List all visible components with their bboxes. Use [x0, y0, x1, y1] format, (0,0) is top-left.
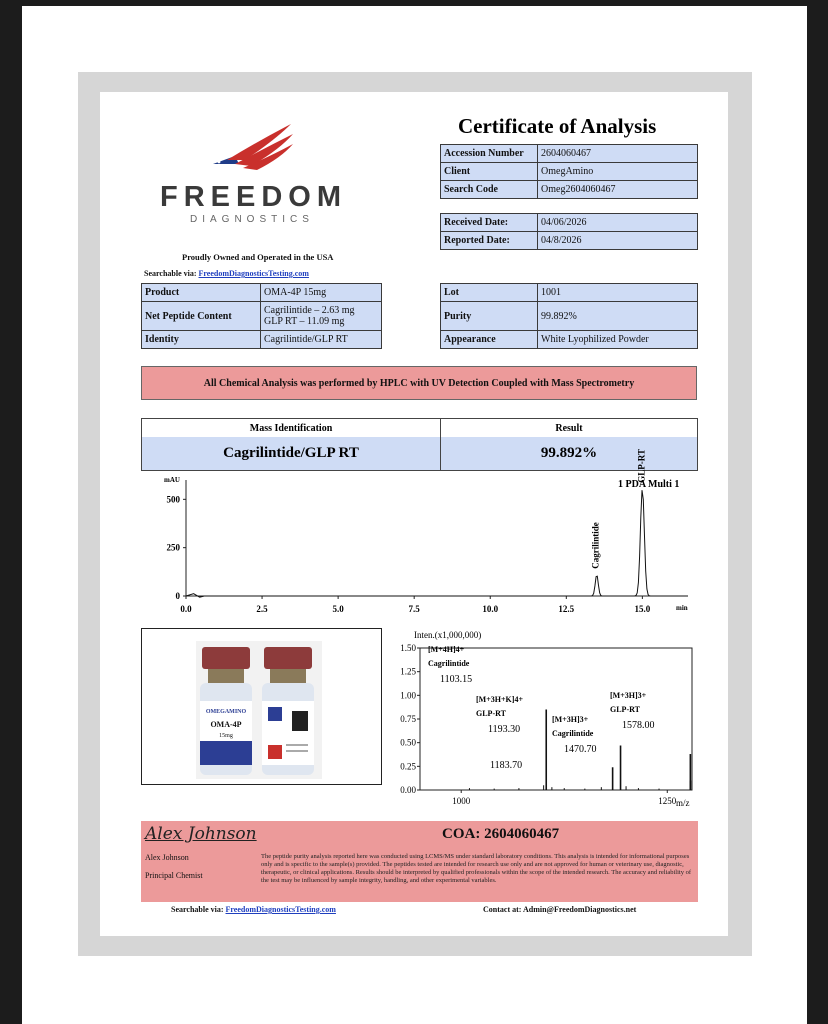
hplc-peak-label: Cagrilintide — [590, 522, 601, 569]
searchable-label: Searchable via: — [171, 905, 224, 914]
ms-mz-label: 1193.30 — [488, 724, 521, 735]
signature: Alex Johnson — [145, 824, 257, 844]
appearance-label: Appearance — [441, 331, 538, 349]
mass-value-left: Cagrilintide/GLP RT — [142, 437, 441, 470]
ms-y-tick-label: 0.75 — [400, 714, 416, 724]
product-photo-frame — [141, 628, 382, 785]
accession-table — [440, 144, 698, 199]
signer-name: Alex Johnson — [145, 853, 189, 862]
received-value: 04/06/2026 — [538, 214, 698, 232]
ms-y-tick-label: 0.00 — [400, 785, 416, 795]
net-peptide-label: Net Peptide Content — [142, 302, 261, 331]
mass-spectrum — [384, 628, 698, 812]
ms-y-tick-label: 1.00 — [400, 690, 416, 701]
vial-dose: 15mg — [219, 733, 233, 739]
searchable-link[interactable]: FreedomDiagnosticsTesting.com — [198, 269, 309, 278]
lot-table — [440, 283, 698, 349]
purity-label: Purity — [441, 302, 538, 331]
ms-compound-label: Cagrilintide — [552, 729, 594, 738]
dates-table — [440, 213, 698, 250]
hplc-x-tick-label: 5.0 — [332, 604, 344, 614]
ms-compound-label: GLP-RT — [476, 709, 506, 718]
accession-value: 2604060467 — [538, 145, 698, 163]
ms-xlabel: m/z — [676, 798, 690, 808]
purity-value: 99.892% — [538, 302, 698, 331]
hplc-peak-label: GLP-RT — [636, 449, 647, 483]
ms-y-tick-label: 0.50 — [400, 737, 416, 748]
coa-number: COA: 2604060467 — [442, 826, 560, 842]
hplc-title: 1 PDA Multi 1 — [618, 479, 680, 490]
search-code-value: Omeg2604060467 — [538, 181, 698, 199]
accession-label: Accession Number — [441, 145, 538, 163]
vial-name: OMA-4P — [210, 720, 242, 729]
logo-subtitle: DIAGNOSTICS — [190, 214, 314, 225]
hplc-y-tick-label: 500 — [166, 494, 180, 505]
client-label: Client — [441, 163, 538, 181]
hplc-ylabel: mAU — [164, 476, 180, 484]
page-title: Certificate of Analysis — [458, 114, 657, 138]
ms-y-tick-label: 1.50 — [400, 643, 416, 653]
product-vials-photo — [196, 641, 322, 779]
hplc-x-tick-label: 0.0 — [180, 604, 192, 614]
ms-ion-label: [M+3H]3+ — [552, 715, 589, 724]
ms-compound-label: Cagrilintide — [428, 659, 470, 668]
hplc-y-tick-label: 250 — [166, 542, 180, 553]
hplc-trace — [186, 490, 688, 597]
client-value: OmegAmino — [538, 163, 698, 181]
ms-compound-label: GLP-RT — [610, 705, 640, 714]
disclaimer-text: The peptide purity analysis reported here was conducted using LCMS/MS under standard laboratory conditions. This analysis is intended for informational purposes only and is specific to the sample(s) provided. The peptides tested are intended for research use only and are not approved for human or veterinary use, diagnostic, therapeutic, or clinical applications. Results should be interpreted by qualified professionals within the scope of the intended research. The accuracy and reliability of the test may be influenced by sample integrity, handling, and other experimental variables. — [261, 853, 691, 884]
product-value: OMA-4P 15mg — [261, 284, 382, 302]
ms-ion-label: [M+3H]3+ — [610, 691, 647, 700]
ms-x-tick-label: 1250 — [658, 796, 677, 806]
ms-y-tick-label: 1.25 — [400, 666, 416, 677]
net-peptide-line1: Cagrilintide – 2.63 mg — [264, 305, 355, 316]
net-peptide-value — [261, 302, 382, 331]
signer-role: Principal Chemist — [145, 871, 203, 880]
ms-y-tick-label: 0.25 — [400, 761, 416, 772]
ms-mz-label: 1183.70 — [490, 760, 523, 771]
product-table — [141, 283, 382, 349]
identity-label: Identity — [142, 331, 261, 349]
searchable-label: Searchable via: — [144, 269, 197, 278]
contact-email: Contact at: Admin@FreedomDiagnostics.net — [483, 905, 637, 914]
hplc-x-tick-label: 15.0 — [634, 604, 651, 614]
lot-value: 1001 — [538, 284, 698, 302]
searchable-link[interactable]: FreedomDiagnosticsTesting.com — [225, 905, 336, 914]
reported-label: Reported Date: — [441, 232, 538, 250]
searchable-via-top — [144, 269, 309, 278]
ms-ion-label: [M+4H]4+ — [428, 645, 465, 654]
logo-wordmark: FREEDOM — [160, 181, 347, 213]
mass-identification-table — [141, 418, 698, 471]
ms-x-tick-label: 1000 — [452, 796, 471, 806]
hplc-xlabel: min — [676, 604, 688, 612]
ms-mz-label: 1470.70 — [564, 744, 597, 755]
product-label: Product — [142, 284, 261, 302]
received-label: Received Date: — [441, 214, 538, 232]
mass-header-left: Mass Identification — [142, 419, 441, 438]
ms-mz-label: 1578.00 — [622, 720, 655, 731]
search-code-label: Search Code — [441, 181, 538, 199]
reported-value: 04/8/2026 — [538, 232, 698, 250]
vial-right — [262, 647, 314, 775]
ms-ion-label: [M+3H+K]4+ — [476, 695, 523, 704]
hplc-x-tick-label: 7.5 — [408, 604, 420, 614]
mass-value-right: 99.892% — [441, 437, 697, 470]
identity-value: Cagrilintide/GLP RT — [261, 331, 382, 349]
hplc-x-tick-label: 10.0 — [482, 604, 499, 614]
searchable-via-bottom — [171, 905, 336, 914]
ms-mz-label: 1103.15 — [440, 674, 473, 685]
vial-left — [200, 647, 252, 775]
appearance-value: White Lyophilized Powder — [538, 331, 698, 349]
hplc-x-tick-label: 12.5 — [558, 604, 575, 614]
net-peptide-line2: GLP RT – 11.09 mg — [264, 316, 345, 327]
mass-header-right: Result — [441, 419, 697, 438]
owned-statement: Proudly Owned and Operated in the USA — [182, 252, 334, 262]
hplc-x-tick-label: 2.5 — [256, 604, 268, 614]
hplc-y-tick-label: 0 — [175, 591, 180, 601]
method-banner: All Chemical Analysis was performed by HPLC with UV Detection Coupled with Mass Spectrometry — [141, 366, 697, 400]
freedom-eagle-logo — [205, 120, 300, 180]
ms-ylabel: Inten.(x1,000,000) — [414, 630, 482, 640]
lot-label: Lot — [441, 284, 538, 302]
vial-brand: OMEGAMINO — [205, 709, 247, 715]
